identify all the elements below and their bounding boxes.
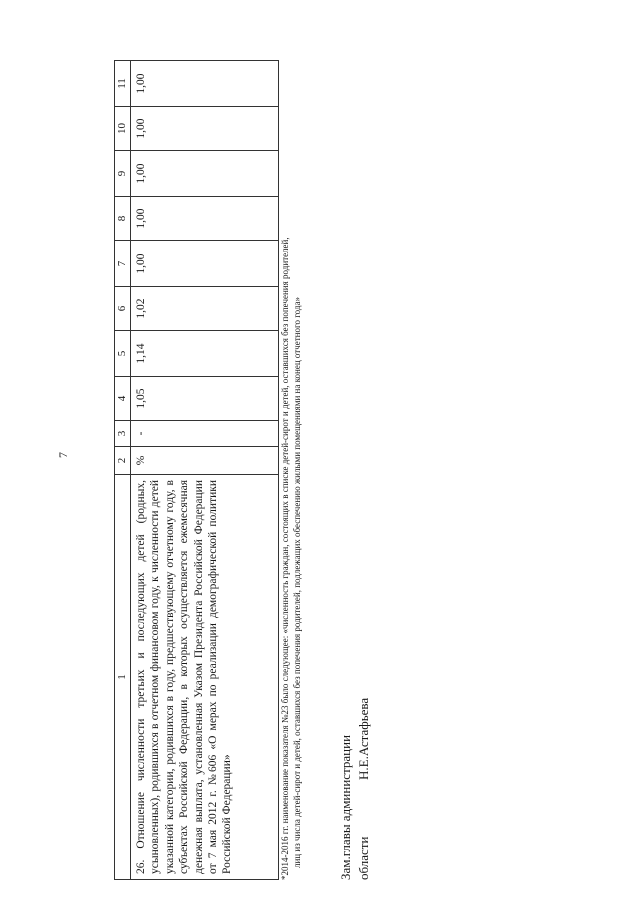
header-cell: 3 — [115, 421, 131, 447]
header-cell: 2 — [115, 447, 131, 475]
signature-position-line-1: Зам.главы администрации — [338, 734, 353, 880]
footnote-line-1: *2014-2016 гг. наименование показателя №23 было следующее: «численность граждан, состоящих в списке детей-сирот и детей, оставшихся без попечения родителей, — [280, 237, 290, 880]
signature-name: Н.Е.Астафьева — [356, 697, 371, 780]
footnote-line-2: лиц из числа детей-сирот и детей, оставшихся без попечения родителей, подлежащих обеспечению жилыми помещениями на конец отчетного года» — [292, 297, 302, 868]
indicator-description: 26. Отношение численности третьих и последующих детей (родных, усыновленных), родившихся в отчетном финансовом году, к численности детей указанной категории, родившихся в году, предшествующему отчетному году, в субъектах Российской Федерации, в которых осуществляется ежемесячная денежная выплата, установленная Указом Президента Российской Федерации от 7 мая 2012 г. №606 «О мерах по реализации демографической политики Российской Федерации» — [131, 475, 279, 880]
header-cell: 10 — [115, 107, 131, 151]
signature-position-line-2: области — [356, 836, 371, 880]
header-cell: 9 — [115, 151, 131, 197]
value-cell: 1,00 — [131, 241, 279, 287]
header-cell: 8 — [115, 197, 131, 241]
value-cell: 1,00 — [131, 107, 279, 151]
value-cell: 1,05 — [131, 377, 279, 421]
header-row — [115, 61, 131, 880]
value-cell: 1,14 — [131, 331, 279, 377]
header-cell: 1 — [115, 475, 131, 880]
header-cell: 4 — [115, 377, 131, 421]
unit-cell: % — [131, 447, 279, 475]
rotated-sheet — [100, 20, 435, 880]
header-cell: 6 — [115, 287, 131, 331]
indicator-table — [114, 60, 279, 880]
value-cell: 1,02 — [131, 287, 279, 331]
header-cell: 7 — [115, 241, 131, 287]
table-row — [131, 61, 279, 880]
value-cell: - — [131, 421, 279, 447]
header-cell: 5 — [115, 331, 131, 377]
value-cell: 1,00 — [131, 197, 279, 241]
value-cell: 1,00 — [131, 61, 279, 107]
page-number: 7 — [56, 452, 70, 458]
header-cell: 11 — [115, 61, 131, 107]
value-cell: 1,00 — [131, 151, 279, 197]
